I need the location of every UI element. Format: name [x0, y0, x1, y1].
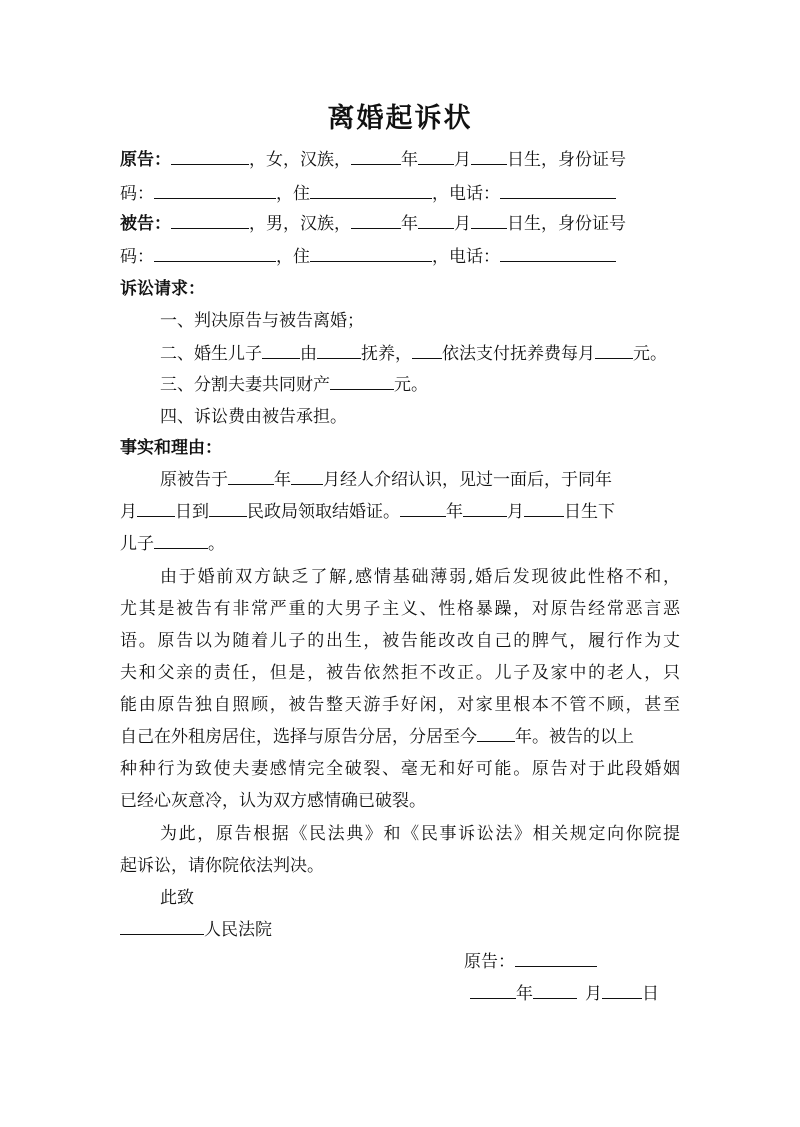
property-amount-blank[interactable] — [330, 372, 394, 390]
birth-day-blank[interactable] — [524, 499, 564, 517]
facts-p2-line-8: 已经心灰意冷，认为双方感情确已破裂。 — [120, 791, 426, 811]
defendant-id-blank[interactable] — [154, 244, 276, 262]
claim-item-1: 一、判决原告与被告离婚； — [160, 311, 364, 331]
signature-blank[interactable] — [515, 949, 597, 967]
defendant-name-blank[interactable] — [171, 211, 249, 229]
payer-blank[interactable] — [412, 341, 442, 359]
plaintiff-phone-blank[interactable] — [500, 181, 616, 199]
defendant-address-blank[interactable] — [310, 244, 432, 262]
facts-p1-line-1: 原被告于 年 月经人介绍认识，见过一面后，于同年 — [160, 467, 680, 493]
defendant-line-2: 码： ，住 ，电话： — [120, 244, 680, 270]
claims-heading: 诉讼请求： — [120, 279, 205, 299]
facts-heading: 事实和理由： — [120, 438, 222, 458]
claim-item-2: 二、婚生儿子 由 抚养， 依法支付抚养费每月 元。 — [160, 341, 720, 367]
sign-year-blank[interactable] — [470, 981, 516, 999]
met-month-blank[interactable] — [291, 467, 323, 485]
plaintiff-birth-year-blank[interactable] — [351, 147, 401, 165]
plaintiff-name-blank[interactable] — [171, 147, 249, 165]
facts-p2-line-6: 自己在外租房居住，选择与原告分居，分居至今 年。被告的以上 — [120, 724, 680, 750]
facts-p2-line-3: 语。原告以为随着儿子的出生，被告能改改自己的脾气，履行作为丈 — [120, 631, 680, 651]
birth-month-blank[interactable] — [463, 499, 507, 517]
defendant-birth-day-blank[interactable] — [471, 211, 507, 229]
defendant-phone-blank[interactable] — [500, 244, 616, 262]
plaintiff-label: 原告： — [120, 150, 171, 170]
son-name-2-blank[interactable] — [154, 531, 208, 549]
birth-year-blank[interactable] — [400, 499, 446, 517]
support-amount-blank[interactable] — [595, 341, 633, 359]
plaintiff-birth-month-blank[interactable] — [418, 147, 454, 165]
defendant-line-1: 被告： ，男，汉族， 年 月 日生，身份证号 — [120, 211, 680, 237]
court-line: 人民法院 — [120, 917, 680, 943]
civil-affairs-bureau-blank[interactable] — [209, 499, 247, 517]
plaintiff-id-blank[interactable] — [154, 181, 276, 199]
court-name-blank[interactable] — [120, 917, 204, 935]
plaintiff-line-2: 码： ，住 ，电话： — [120, 181, 680, 207]
facts-p3-line-2: 起诉讼，请你院依法判决。 — [120, 856, 324, 876]
marriage-day-blank[interactable] — [137, 499, 175, 517]
facts-p2-line-1: 由于婚前双方缺乏了解,感情基础薄弱,婚后发现彼此性格不和， — [160, 567, 680, 587]
facts-p2-line-4: 夫和父亲的责任，但是，被告依然拒不改正。儿子及家中的老人，只 — [120, 663, 680, 683]
son-name-blank[interactable] — [262, 341, 300, 359]
facts-p1-line-2: 月 日到 民政局领取结婚证。 年 月 日生下 — [120, 499, 680, 525]
defendant-label: 被告： — [120, 214, 171, 234]
salutation: 此致 — [160, 888, 194, 908]
sign-day-blank[interactable] — [602, 981, 642, 999]
document-title: 离婚起诉状 — [327, 103, 473, 134]
facts-p2-line-7: 种种行为致使夫妻感情完全破裂、毫无和好可能。原告对于此段婚姻 — [120, 759, 680, 779]
facts-p1-line-3: 儿子 。 — [120, 531, 680, 557]
facts-p3-line-1: 为此，原告根据《民法典》和《民事诉讼法》相关规定向你院提 — [160, 824, 680, 844]
sign-month-blank[interactable] — [533, 981, 577, 999]
defendant-birth-year-blank[interactable] — [351, 211, 401, 229]
claim-item-4: 四、诉讼费由被告承担。 — [160, 407, 347, 427]
plaintiff-address-blank[interactable] — [310, 181, 432, 199]
custodian-blank[interactable] — [317, 341, 361, 359]
claim-item-3: 三、分割夫妻共同财产 元。 — [160, 372, 720, 398]
signature-line: 原告： — [464, 949, 664, 975]
met-year-blank[interactable] — [228, 467, 274, 485]
defendant-birth-month-blank[interactable] — [418, 211, 454, 229]
facts-p2-line-5: 能由原告独自照顾，被告整天游手好闲，对家里根本不管不顾，甚至 — [120, 695, 680, 715]
separation-years-blank[interactable] — [477, 724, 515, 742]
signature-date-line: 年 月 日 — [470, 981, 690, 1007]
plaintiff-birth-day-blank[interactable] — [471, 147, 507, 165]
facts-p2-line-2: 尤其是被告有非常严重的大男子主义、性格暴躁，对原告经常恶言恶 — [120, 599, 680, 619]
plaintiff-line-1: 原告： ，女，汉族， 年 月 日生，身份证号 — [120, 147, 680, 173]
